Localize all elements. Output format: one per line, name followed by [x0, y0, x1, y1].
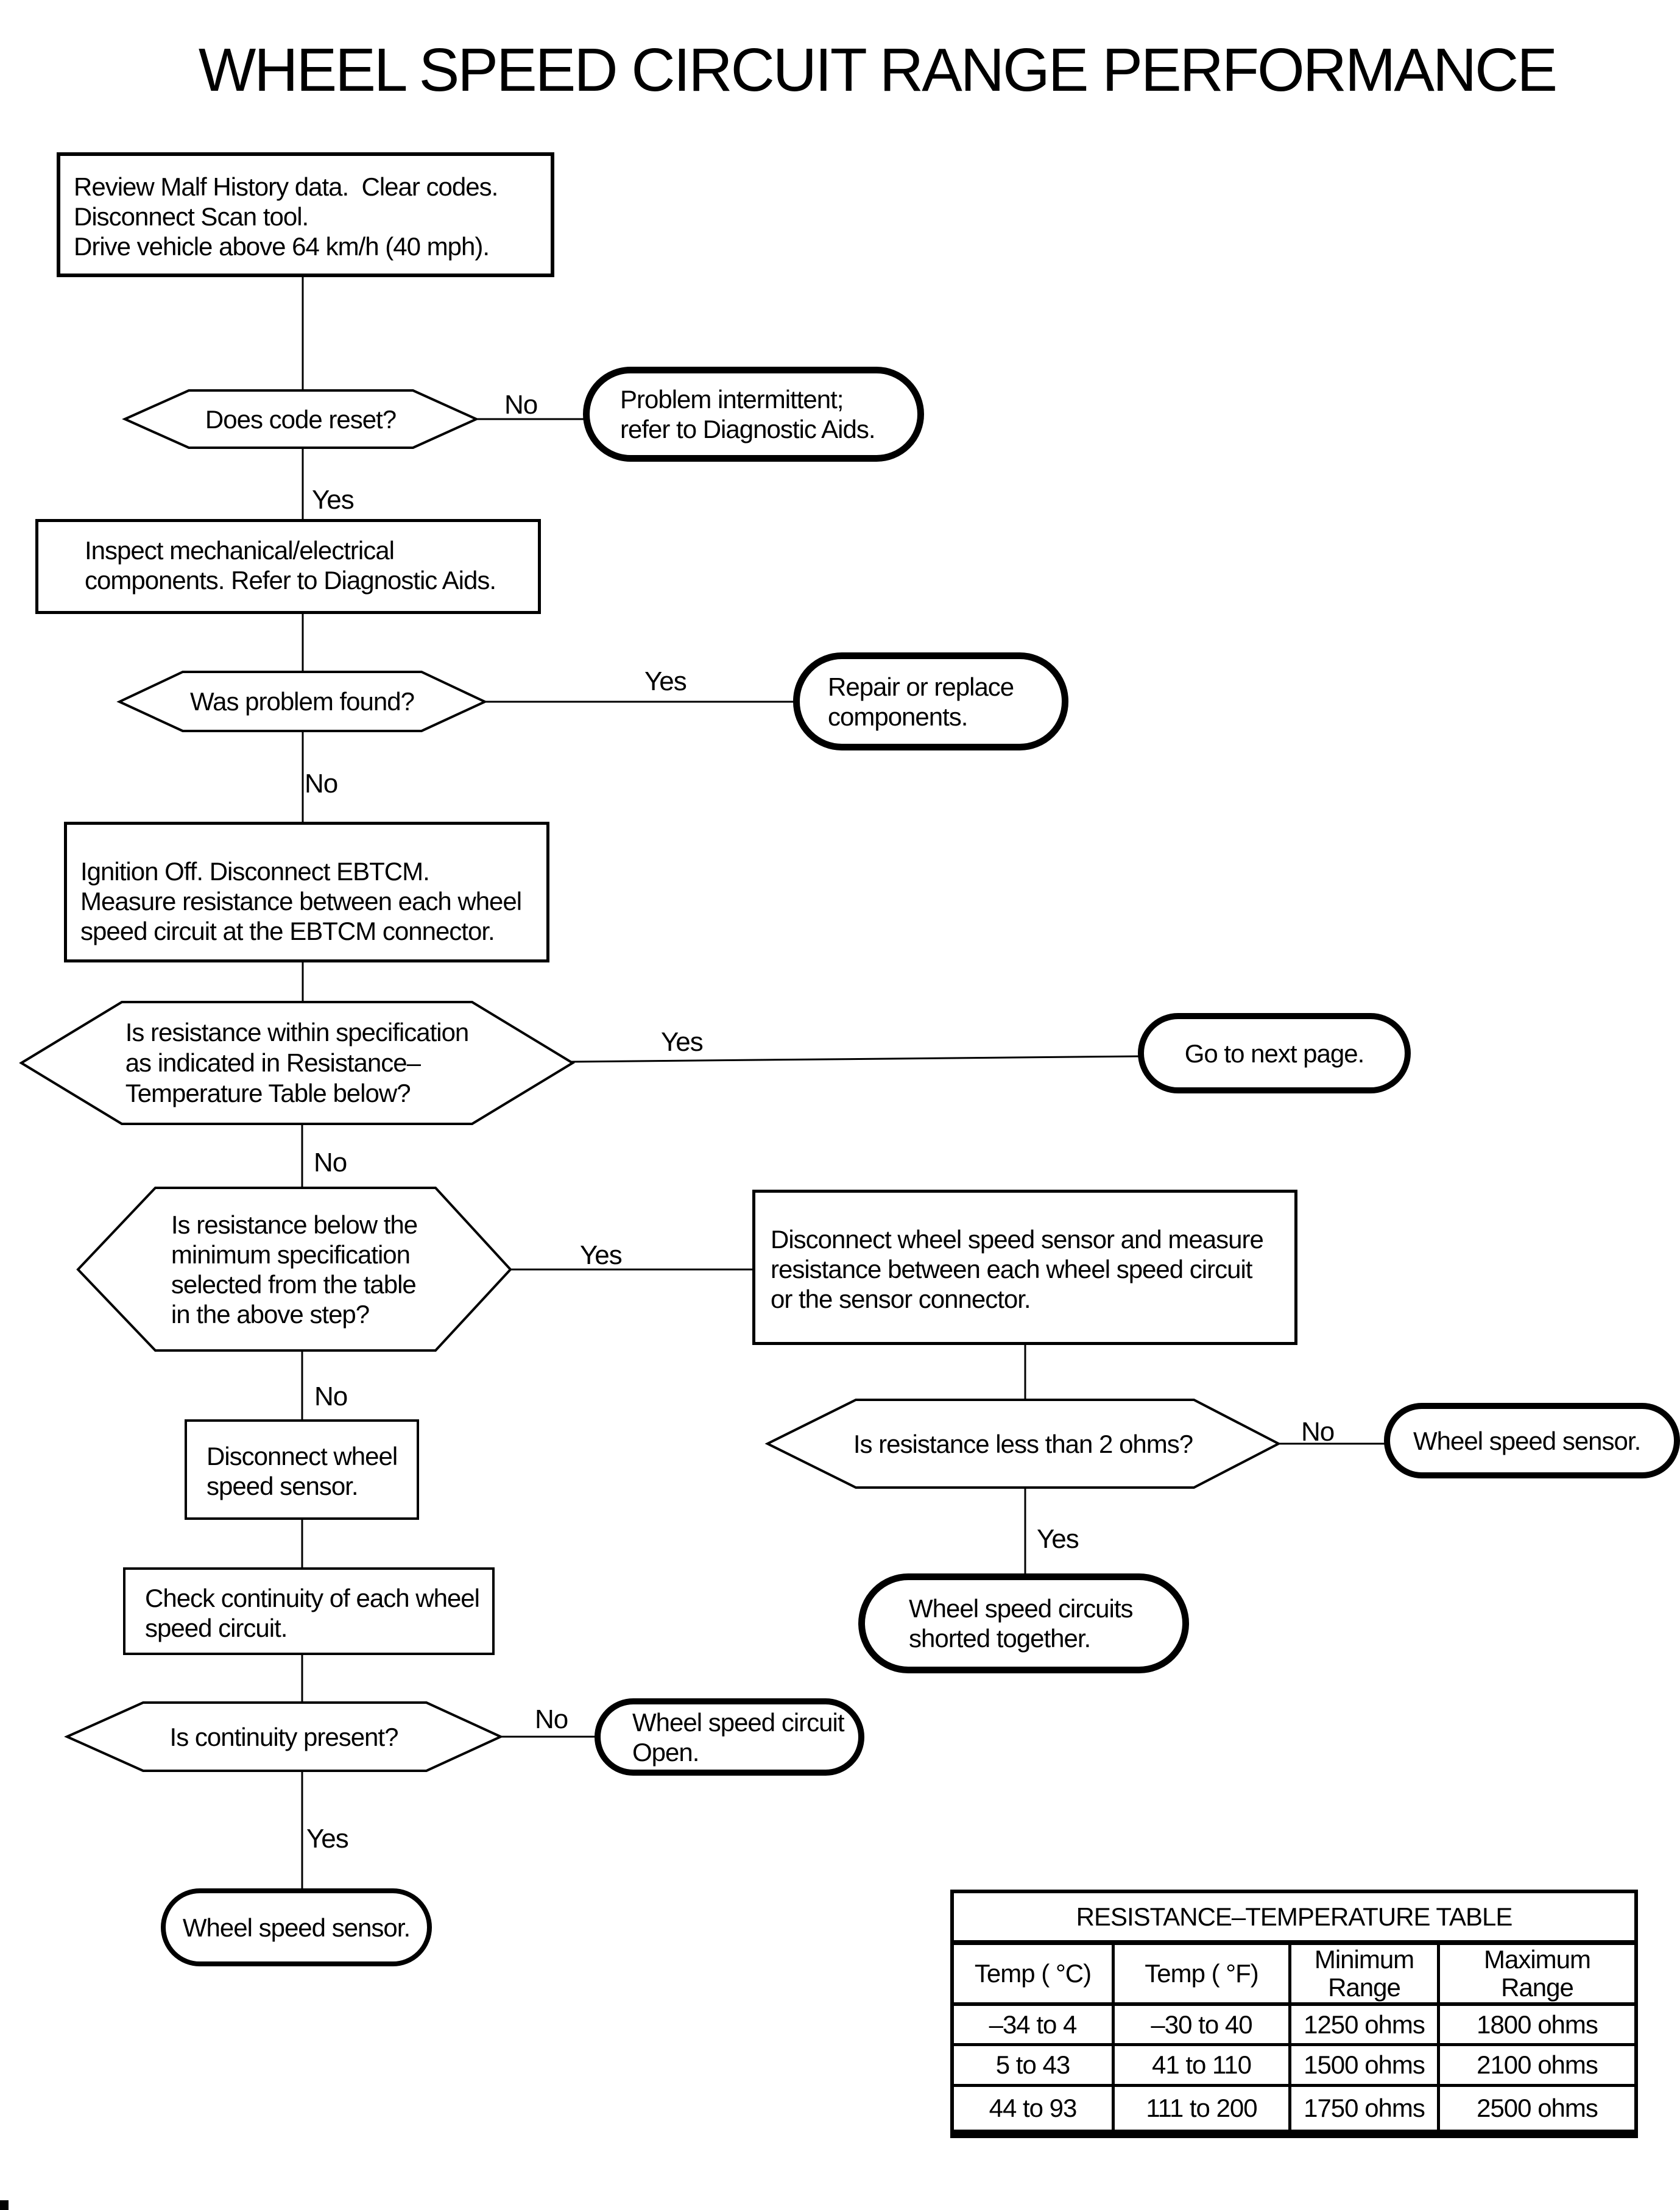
decision-resistance-within-spec: [21, 1002, 573, 1124]
node-text-line: Inspect mechanical/electrical: [85, 536, 394, 565]
node-text-line: or the sensor connector.: [771, 1285, 1031, 1313]
terminal-circuits-shorted: [858, 1573, 1189, 1673]
terminal-text-line: Wheel speed sensor.: [182, 1913, 411, 1942]
node-text-line: Drive vehicle above 64 km/h (40 mph).: [74, 232, 489, 261]
resistance-temperature-table: [950, 1890, 1638, 2138]
node-text-line: Check continuity of each wheel: [145, 1584, 479, 1612]
terminal-text-line: Problem intermittent;: [620, 385, 844, 414]
edge-label-yes-less-2-ohms: Yes: [1037, 1524, 1079, 1554]
node-disconnect-sensor: [185, 1419, 419, 1520]
node-text-line: Review Malf History data. Clear codes.: [74, 172, 498, 201]
node-text-line: Disconnect wheel: [206, 1442, 398, 1470]
column-header-max-range: [1440, 1945, 1634, 2006]
decision-resistance-below-min: [78, 1188, 510, 1350]
column-header-text: Temp ( °F): [1145, 1959, 1258, 1988]
edge-label-yes-continuity: Yes: [306, 1824, 348, 1854]
decision-problem-found: [119, 672, 485, 731]
decision-label-line: Is resistance below the: [171, 1210, 418, 1239]
column-header-text: Range: [1328, 1973, 1400, 2002]
edge-label-no-continuity: No: [535, 1704, 568, 1734]
scan-artifact: [0, 2200, 9, 2210]
node-text-line: speed circuit at the EBTCM connector.: [80, 917, 495, 945]
terminal-text-line: shorted together.: [909, 1624, 1091, 1653]
edge-label-yes-code-reset: Yes: [312, 485, 354, 515]
table-title: RESISTANCE–TEMPERATURE TABLE: [954, 1893, 1634, 1945]
decision-label-line: in the above step?: [171, 1299, 370, 1329]
node-text-line: Disconnect Scan tool.: [74, 202, 309, 231]
terminal-circuit-open: [595, 1698, 864, 1776]
node-check-continuity: [123, 1567, 495, 1655]
decision-label: Is continuity present?: [169, 1722, 398, 1751]
table-cell: 41 to 110: [1115, 2046, 1291, 2087]
table-cell: 1750 ohms: [1291, 2087, 1440, 2130]
node-text-line: components. Refer to Diagnostic Aids.: [85, 566, 496, 595]
edge-label-no-below-min: No: [314, 1382, 348, 1411]
terminal-text-line: Wheel speed circuits: [909, 1594, 1133, 1623]
terminal-go-next-page: [1138, 1013, 1411, 1093]
decision-label-line: selected from the table: [171, 1269, 416, 1299]
edge-label-yes-below-min: Yes: [580, 1240, 622, 1270]
decision-label: Is resistance less than 2 ohms?: [853, 1429, 1193, 1458]
terminal-repair-replace: [793, 652, 1068, 750]
decision-label-line: as indicated in Resistance–: [125, 1048, 420, 1077]
page-title: WHEEL SPEED CIRCUIT RANGE PERFORMANCE: [198, 36, 1556, 104]
column-header-text: Minimum: [1314, 1945, 1414, 1974]
terminal-wheel-speed-sensor-bottom: [161, 1888, 432, 1966]
table-cell: –30 to 40: [1115, 2006, 1291, 2046]
terminal-text-line: refer to Diagnostic Aids.: [620, 415, 875, 443]
node-disconnect-sensor-measure: [752, 1190, 1297, 1345]
node-ignition-off: [64, 822, 549, 962]
column-header-temp-c: [954, 1945, 1115, 2006]
terminal-text-line: Repair or replace: [828, 672, 1014, 701]
column-header-text: Temp ( °C): [974, 1959, 1092, 1988]
terminal-text-line: Go to next page.: [1184, 1039, 1364, 1068]
terminal-problem-intermittent: [583, 367, 924, 462]
column-header-text: Maximum: [1483, 1945, 1590, 1974]
edge-label-no-within-spec: No: [314, 1148, 347, 1177]
node-review-history: [57, 152, 554, 277]
decision-continuity-present: [67, 1703, 501, 1771]
column-header-text: Range: [1501, 1973, 1573, 2002]
terminal-text-line: Wheel speed sensor.: [1413, 1426, 1641, 1455]
table-cell: 44 to 93: [954, 2087, 1115, 2130]
column-header-temp-f: [1115, 1945, 1291, 2006]
edge-label-yes-problem-found: Yes: [644, 666, 686, 696]
connector-line: [571, 1056, 1142, 1062]
column-header-min-range: [1291, 1945, 1440, 2006]
edge-label-yes-within-spec: Yes: [661, 1027, 703, 1057]
decision-label-line: minimum specification: [171, 1240, 411, 1269]
table-cell: 2100 ohms: [1440, 2046, 1634, 2087]
decision-code-reset: [125, 390, 476, 448]
node-text-line: resistance between each wheel speed circuit: [771, 1255, 1252, 1283]
table-cell: 1800 ohms: [1440, 2006, 1634, 2046]
edge-label-no-problem-found: No: [305, 769, 338, 799]
edge-label-no-code-reset: No: [504, 390, 538, 420]
decision-label: Was problem found?: [190, 687, 414, 716]
edge-label-no-less-2-ohms: No: [1301, 1417, 1335, 1447]
node-text-line: Disconnect wheel speed sensor and measure: [771, 1225, 1263, 1254]
terminal-text-line: Open.: [632, 1737, 699, 1767]
decision-label-line: Temperature Table below?: [125, 1079, 411, 1107]
node-text-line: speed sensor.: [206, 1472, 358, 1500]
table-cell: 1250 ohms: [1291, 2006, 1440, 2046]
terminal-text-line: components.: [828, 702, 968, 731]
table-cell: 111 to 200: [1115, 2087, 1291, 2130]
node-text-line: Measure resistance between each wheel: [80, 887, 522, 916]
terminal-wheel-speed-sensor-right: [1384, 1403, 1680, 1478]
node-inspect-components: [35, 519, 541, 614]
table-cell: 1500 ohms: [1291, 2046, 1440, 2087]
table-cell: 5 to 43: [954, 2046, 1115, 2087]
decision-label: Does code reset?: [205, 404, 397, 434]
decision-less-than-2-ohms: [768, 1400, 1279, 1488]
node-text-line: Ignition Off. Disconnect EBTCM.: [80, 857, 429, 886]
decision-label-line: Is resistance within specification: [125, 1018, 469, 1047]
terminal-text-line: Wheel speed circuit: [632, 1707, 844, 1737]
table-cell: 2500 ohms: [1477, 2094, 1598, 2122]
table-cell: –34 to 4: [954, 2006, 1115, 2046]
node-text-line: speed circuit.: [145, 1614, 288, 1642]
